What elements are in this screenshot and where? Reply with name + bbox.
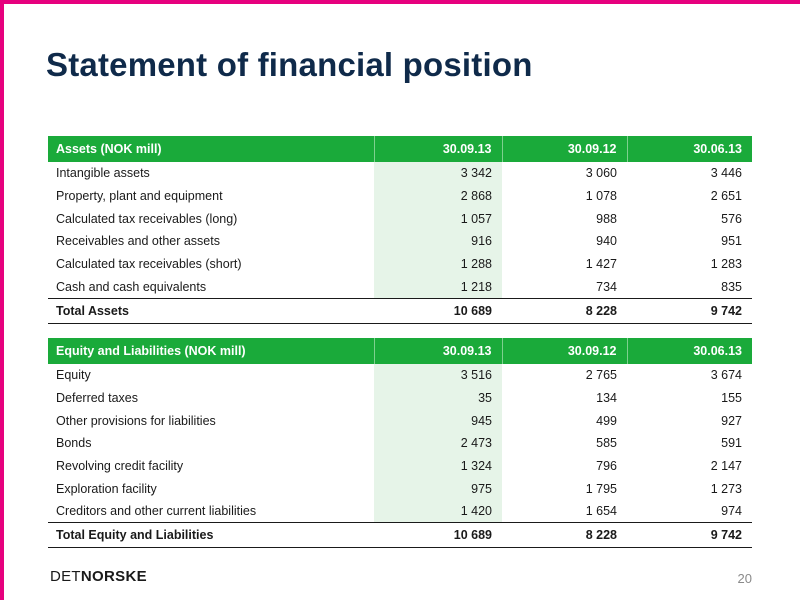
equity-header-label: Equity and Liabilities (NOK mill)	[48, 338, 374, 364]
assets-header-col-2: 30.09.12	[502, 136, 627, 162]
cell-value: 1 288	[374, 253, 502, 276]
cell-value: 796	[596, 459, 617, 474]
cell-value: 3 342	[374, 162, 502, 185]
table-row	[48, 253, 752, 276]
cell-value: 734	[596, 279, 617, 294]
total-value: 8 228	[502, 298, 627, 323]
table-row	[48, 432, 752, 455]
cell-value: 835	[721, 279, 742, 294]
row-label: Calculated tax receivables (short)	[56, 257, 242, 272]
row-label: Creditors and other current liabilities	[56, 504, 257, 519]
cell-value: 3 060	[585, 166, 617, 181]
assets-header-col-1: 30.09.13	[374, 136, 502, 162]
cell-value: 1 420	[374, 500, 502, 523]
row-label: Exploration facility	[56, 481, 157, 496]
table-row	[48, 207, 752, 230]
top-accent-bar	[0, 0, 800, 4]
cell-value: 1 283	[710, 257, 742, 272]
assets-total-row	[48, 298, 752, 323]
cell-value: 1 324	[374, 455, 502, 478]
row-label: Cash and cash equivalents	[56, 279, 207, 294]
cell-value: 2 765	[585, 368, 617, 383]
equity-header-row	[48, 338, 752, 364]
total-value: 9 742	[627, 298, 752, 323]
cell-value: 1 654	[585, 504, 617, 519]
equity-header-col-1: 30.09.13	[374, 338, 502, 364]
row-label: Calculated tax receivables (long)	[56, 211, 238, 226]
table-row	[48, 387, 752, 410]
table-row	[48, 162, 752, 185]
equity-total-row	[48, 523, 752, 548]
total-value: 8 228	[502, 523, 627, 548]
left-accent-bar	[0, 0, 4, 600]
cell-value: 576	[721, 211, 742, 226]
equity-header-col-2: 30.09.12	[502, 338, 627, 364]
cell-value: 3 674	[710, 368, 742, 383]
table-row	[48, 477, 752, 500]
cell-value: 2 147	[710, 459, 742, 474]
page-number: 20	[737, 571, 752, 586]
row-label: Receivables and other assets	[56, 234, 220, 249]
cell-value: 2 651	[710, 189, 742, 204]
cell-value: 155	[721, 391, 742, 406]
cell-value: 940	[596, 234, 617, 249]
assets-header-row	[48, 136, 752, 162]
equity-header-col-3: 30.06.13	[627, 338, 752, 364]
total-label: Total Equity and Liabilities	[48, 523, 374, 548]
row-label: Revolving credit facility	[56, 459, 184, 474]
equity-liabilities-table	[48, 338, 752, 548]
cell-value: 585	[596, 436, 617, 451]
table-row	[48, 230, 752, 253]
cell-value: 916	[374, 230, 502, 253]
cell-value: 2 868	[374, 185, 502, 208]
cell-value: 1 795	[585, 481, 617, 496]
row-label: Property, plant and equipment	[56, 189, 223, 204]
cell-value: 3 446	[710, 166, 742, 181]
cell-value: 951	[721, 234, 742, 249]
assets-table	[48, 136, 752, 324]
company-logo	[50, 568, 147, 585]
cell-value: 974	[721, 504, 742, 519]
page-title: Statement of financial position	[46, 46, 533, 83]
assets-header-label: Assets (NOK mill)	[48, 136, 374, 162]
cell-value: 2 473	[374, 432, 502, 455]
cell-value: 1 427	[585, 257, 617, 272]
table-row	[48, 455, 752, 478]
cell-value: 945	[374, 409, 502, 432]
table-row	[48, 275, 752, 298]
cell-value: 3 516	[374, 364, 502, 387]
table-row	[48, 364, 752, 387]
total-label: Total Assets	[48, 298, 374, 323]
logo-text-det: DET	[50, 568, 81, 585]
cell-value: 499	[596, 413, 617, 428]
cell-value: 975	[374, 477, 502, 500]
total-value: 10 689	[374, 298, 502, 323]
cell-value: 591	[721, 436, 742, 451]
total-value: 10 689	[374, 523, 502, 548]
row-label: Intangible assets	[56, 166, 150, 181]
table-row	[48, 409, 752, 432]
assets-header-col-3: 30.06.13	[627, 136, 752, 162]
cell-value: 35	[374, 387, 502, 410]
table-row	[48, 185, 752, 208]
cell-value: 134	[596, 391, 617, 406]
cell-value: 1 078	[585, 189, 617, 204]
cell-value: 1 057	[374, 207, 502, 230]
cell-value: 988	[596, 211, 617, 226]
cell-value: 1 218	[374, 275, 502, 298]
logo-text-norske: NORSKE	[80, 568, 147, 585]
row-label: Other provisions for liabilities	[56, 413, 216, 428]
total-value: 9 742	[627, 523, 752, 548]
row-label: Deferred taxes	[56, 391, 138, 406]
cell-value: 927	[721, 413, 742, 428]
cell-value: 1 273	[710, 481, 742, 496]
table-row	[48, 500, 752, 523]
row-label: Bonds	[56, 436, 92, 451]
row-label: Equity	[56, 368, 91, 383]
